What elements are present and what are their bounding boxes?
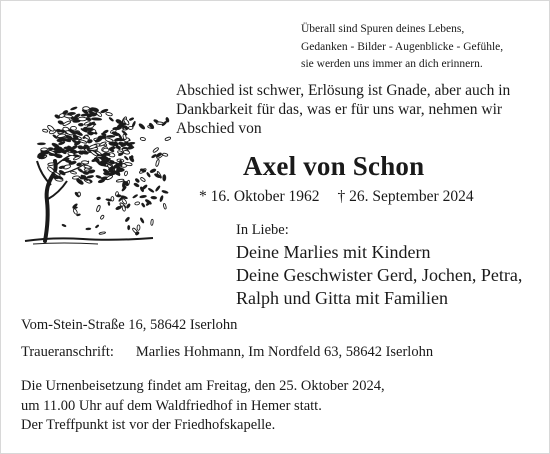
mourners-list bbox=[236, 241, 522, 310]
memorial-quote bbox=[301, 21, 541, 74]
mourning-address bbox=[21, 344, 433, 361]
mourners-intro: In Liebe: bbox=[236, 222, 289, 238]
quote-line: sie werden uns immer an dich erinnern. bbox=[301, 58, 483, 70]
mourners-line: Ralph und Gitta mit Familien bbox=[236, 288, 448, 308]
deceased-name: Axel von Schon bbox=[243, 151, 425, 181]
quote-line: Überall sind Spuren deines Lebens, bbox=[301, 23, 465, 35]
intro-line: Dankbarkeit für das, was er für uns war, nehmen wir bbox=[176, 101, 503, 118]
mourning-address-value: Marlies Hohmann, Im Nordfeld 63, 58642 Iserlohn bbox=[135, 344, 434, 360]
life-dates bbox=[199, 188, 474, 206]
funeral-line: um 11.00 Uhr auf dem Waldfriedhof in Hemer statt. bbox=[21, 397, 322, 414]
intro-line: Abschied ist schwer, Erlösung ist Gnade, aber auch in bbox=[176, 82, 511, 99]
death-date: † 26. September 2024 bbox=[337, 188, 474, 205]
farewell-intro bbox=[176, 81, 536, 138]
birth-date: * 16. Oktober 1962 bbox=[199, 188, 320, 205]
mourners-line: Deine Geschwister Gerd, Jochen, Petra, bbox=[236, 265, 523, 285]
quote-line: Gedanken - Bilder - Augenblicke - Gefühle, bbox=[301, 40, 504, 53]
windblown-tree-icon bbox=[23, 89, 171, 249]
mourning-address-label: Traueranschrift: bbox=[21, 344, 114, 360]
funeral-line: Die Urnenbeisetzung findet am Freitag, den 25. Oktober 2024, bbox=[21, 378, 385, 394]
mourners-line: Deine Marlies mit Kindern bbox=[236, 242, 431, 262]
funeral-line: Der Treffpunkt ist vor der Friedhofskapelle. bbox=[21, 417, 276, 433]
funeral-notice bbox=[21, 377, 385, 436]
residence-address: Vom-Stein-Straße 16, 58642 Iserlohn bbox=[21, 317, 238, 333]
intro-line: Abschied von bbox=[176, 120, 262, 137]
